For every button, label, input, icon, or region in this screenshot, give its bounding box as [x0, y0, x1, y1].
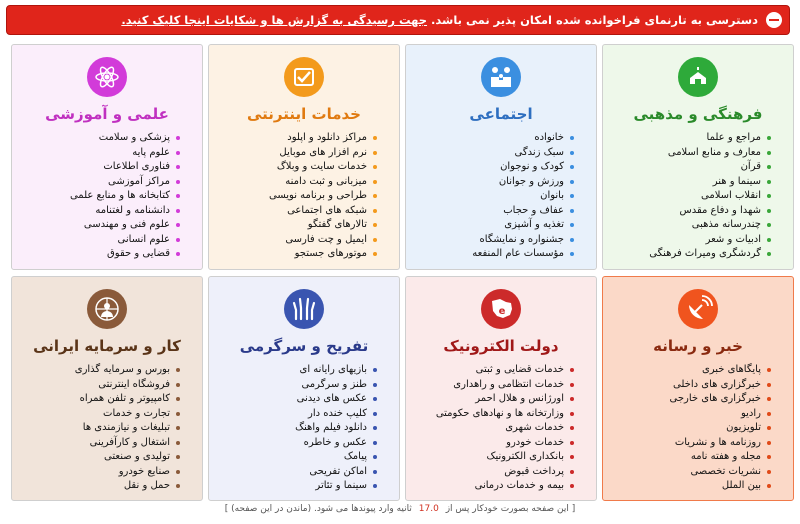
category-link[interactable]: اماکن تفریحی [295, 465, 377, 480]
alert-text: دسترسی به تارنمای فراخوانده شده امکان پذیر نمی باشد. [431, 13, 758, 27]
category-link[interactable]: پرداخت قبوض [436, 465, 574, 480]
category-link[interactable]: خبرگزاری های خارجی [669, 392, 771, 407]
minus-circle-icon[interactable] [766, 12, 782, 28]
category-link[interactable]: تغذیه و آشپزی [472, 218, 574, 233]
category-link[interactable]: ورزش و جوانان [472, 175, 574, 190]
category-title[interactable]: کار و سرمایه ایرانی [33, 337, 181, 355]
category-link[interactable]: رادیو [669, 407, 771, 422]
category-link[interactable]: گردشگری ومیراث فرهنگی [649, 247, 771, 262]
category-link[interactable]: اورژانس و هلال احمر [436, 392, 574, 407]
category-link[interactable]: بازیهای رایانه ای [295, 363, 377, 378]
category-link[interactable]: نشریات تخصصی [669, 465, 771, 480]
svg-text:e: e [498, 306, 506, 317]
access-denied-alert [6, 5, 790, 35]
category-link[interactable]: بورس و سرمایه گذاری [75, 363, 180, 378]
category-link[interactable]: خبرگزاری های داخلی [669, 378, 771, 393]
category-title[interactable]: خبر و رسانه [653, 337, 743, 355]
satellite-dish-icon[interactable] [678, 289, 718, 329]
category-link[interactable]: تولیدی و صنعتی [75, 450, 180, 465]
category-link[interactable]: عکس های دیدنی [295, 392, 377, 407]
category-link[interactable]: بین الملل [669, 479, 771, 494]
family-icon[interactable] [481, 57, 521, 97]
category-link[interactable]: مراکز آموزشی [70, 175, 180, 190]
category-link[interactable]: انقلاب اسلامی [649, 189, 771, 204]
category-link[interactable]: صنایع خودرو [75, 465, 180, 480]
category-link[interactable]: کامپیوتر و تلفن همراه [75, 392, 180, 407]
category-link[interactable]: خدمات شهری [436, 421, 574, 436]
category-links [75, 363, 180, 494]
category-link[interactable]: جشنواره و نمایشگاه [472, 233, 574, 248]
category-link[interactable]: خدمات انتظامی و راهداری [436, 378, 574, 393]
category-link[interactable]: علوم فنی و مهندسی [70, 218, 180, 233]
category-links [436, 363, 574, 494]
category-link[interactable]: تبلیغات و نیازمندی ها [75, 421, 180, 436]
category-link[interactable]: نرم افزار های موبایل [269, 146, 377, 161]
category-link[interactable]: فناوری اطلاعات [70, 160, 180, 175]
category-link[interactable]: موتورهای جستجو [269, 247, 377, 262]
category-link[interactable]: خدمات سایت و وبلاگ [269, 160, 377, 175]
category-link[interactable]: سینما و هنر [649, 175, 771, 190]
category-card [11, 44, 203, 270]
category-link[interactable]: کودک و نوجوان [472, 160, 574, 175]
category-link[interactable]: حمل و نقل [75, 479, 180, 494]
category-link[interactable]: مراجع و علما [649, 131, 771, 146]
category-link[interactable]: طنز و سرگرمی [295, 378, 377, 393]
category-link[interactable]: فروشگاه اینترنتی [75, 378, 180, 393]
category-links [269, 131, 377, 262]
internet-services-icon[interactable] [284, 57, 324, 97]
category-link[interactable]: مراکز دانلود و اپلود [269, 131, 377, 146]
category-link[interactable]: ادبیات و شعر [649, 233, 771, 248]
countdown-seconds: 17.0 [418, 504, 439, 514]
category-title[interactable]: اجتماعی [469, 105, 533, 123]
category-link[interactable]: کلیپ خنده دار [295, 407, 377, 422]
category-link[interactable]: مؤسسات عام المنفعه [472, 247, 574, 262]
category-link[interactable]: معارف و منابع اسلامی [649, 146, 771, 161]
category-link[interactable]: میزبانی و ثبت دامنه [269, 175, 377, 190]
category-link[interactable]: قضایی و حقوق [70, 247, 180, 262]
category-link[interactable]: خدمات قضایی و ثبتی [436, 363, 574, 378]
category-link[interactable]: دانلود فیلم واهنگ [295, 421, 377, 436]
category-link[interactable]: سبک زندگی [472, 146, 574, 161]
category-link[interactable]: پایگاهای خبری [669, 363, 771, 378]
category-links [295, 363, 377, 494]
category-link[interactable]: کتابخانه ها و منابع علمی [70, 189, 180, 204]
category-card [11, 276, 203, 501]
mosque-icon[interactable] [678, 57, 718, 97]
category-link[interactable]: شبکه های اجتماعی [269, 204, 377, 219]
footer-text-before: [ این صفحه بصورت خودکار پس از [445, 504, 576, 514]
category-link[interactable]: سینما و تئاتر [295, 479, 377, 494]
category-link[interactable]: روزنامه ها و نشریات [669, 436, 771, 451]
category-title[interactable]: دولت الکترونیک [443, 337, 559, 355]
category-links [70, 131, 180, 262]
category-link[interactable]: عکس و خاطره [295, 436, 377, 451]
category-card [405, 276, 597, 501]
category-link[interactable]: پزشکی و سلامت [70, 131, 180, 146]
footer-text-after[interactable]: ثانیه وارد پیوندها می شود. (ماندن در این صفحه) ] [224, 504, 412, 514]
category-title[interactable]: تفریح و سرگرمی [239, 337, 369, 355]
business-network-icon[interactable] [87, 289, 127, 329]
category-links [669, 363, 771, 494]
hands-up-icon[interactable] [284, 289, 324, 329]
category-links [649, 131, 771, 262]
category-link[interactable]: بانوان [472, 189, 574, 204]
category-link[interactable]: چندرسانه مذهبی [649, 218, 771, 233]
report-complaint-link[interactable]: جهت رسیدگی به گزارش ها و شکایات اینجا کلیک کنید. [121, 13, 428, 27]
atom-icon[interactable] [87, 57, 127, 97]
category-link[interactable]: اشتغال و کارآفرینی [75, 436, 180, 451]
category-link[interactable]: تلویزیون [669, 421, 771, 436]
category-card [208, 44, 400, 270]
category-link[interactable]: طراحی و برنامه نویسی [269, 189, 377, 204]
category-link[interactable]: بیمه و خدمات درمانی [436, 479, 574, 494]
category-title[interactable]: فرهنگی و مذهبی [633, 105, 763, 123]
category-title[interactable]: علمی و آموزشی [45, 105, 169, 123]
category-card [208, 276, 400, 501]
category-link[interactable]: قرآن [649, 160, 771, 175]
category-link[interactable]: وزارتخانه ها و نهادهای حکومتی [436, 407, 574, 422]
category-link[interactable]: پیامک [295, 450, 377, 465]
category-card [602, 276, 794, 501]
category-links [472, 131, 574, 262]
category-link[interactable]: علوم انسانی [70, 233, 180, 248]
category-title[interactable]: خدمات اینترنتی [247, 105, 361, 123]
category-link[interactable]: بانکداری الکترونیک [436, 450, 574, 465]
category-link[interactable]: علوم پایه [70, 146, 180, 161]
category-link[interactable]: ایمیل و چت فارسی [269, 233, 377, 248]
redirect-footer [0, 504, 800, 514]
category-link[interactable]: تالارهای گفتگو [269, 218, 377, 233]
category-card [602, 44, 794, 270]
category-link[interactable]: دانشنامه و لغتنامه [70, 204, 180, 219]
category-link[interactable]: تجارت و خدمات [75, 407, 180, 422]
category-card [405, 44, 597, 270]
category-link[interactable]: خدمات خودرو [436, 436, 574, 451]
category-link[interactable]: خانواده [472, 131, 574, 146]
category-link[interactable]: مجله و هفته نامه [669, 450, 771, 465]
iran-map-icon[interactable] [481, 289, 521, 329]
category-link[interactable]: عفاف و حجاب [472, 204, 574, 219]
category-link[interactable]: شهدا و دفاع مقدس [649, 204, 771, 219]
